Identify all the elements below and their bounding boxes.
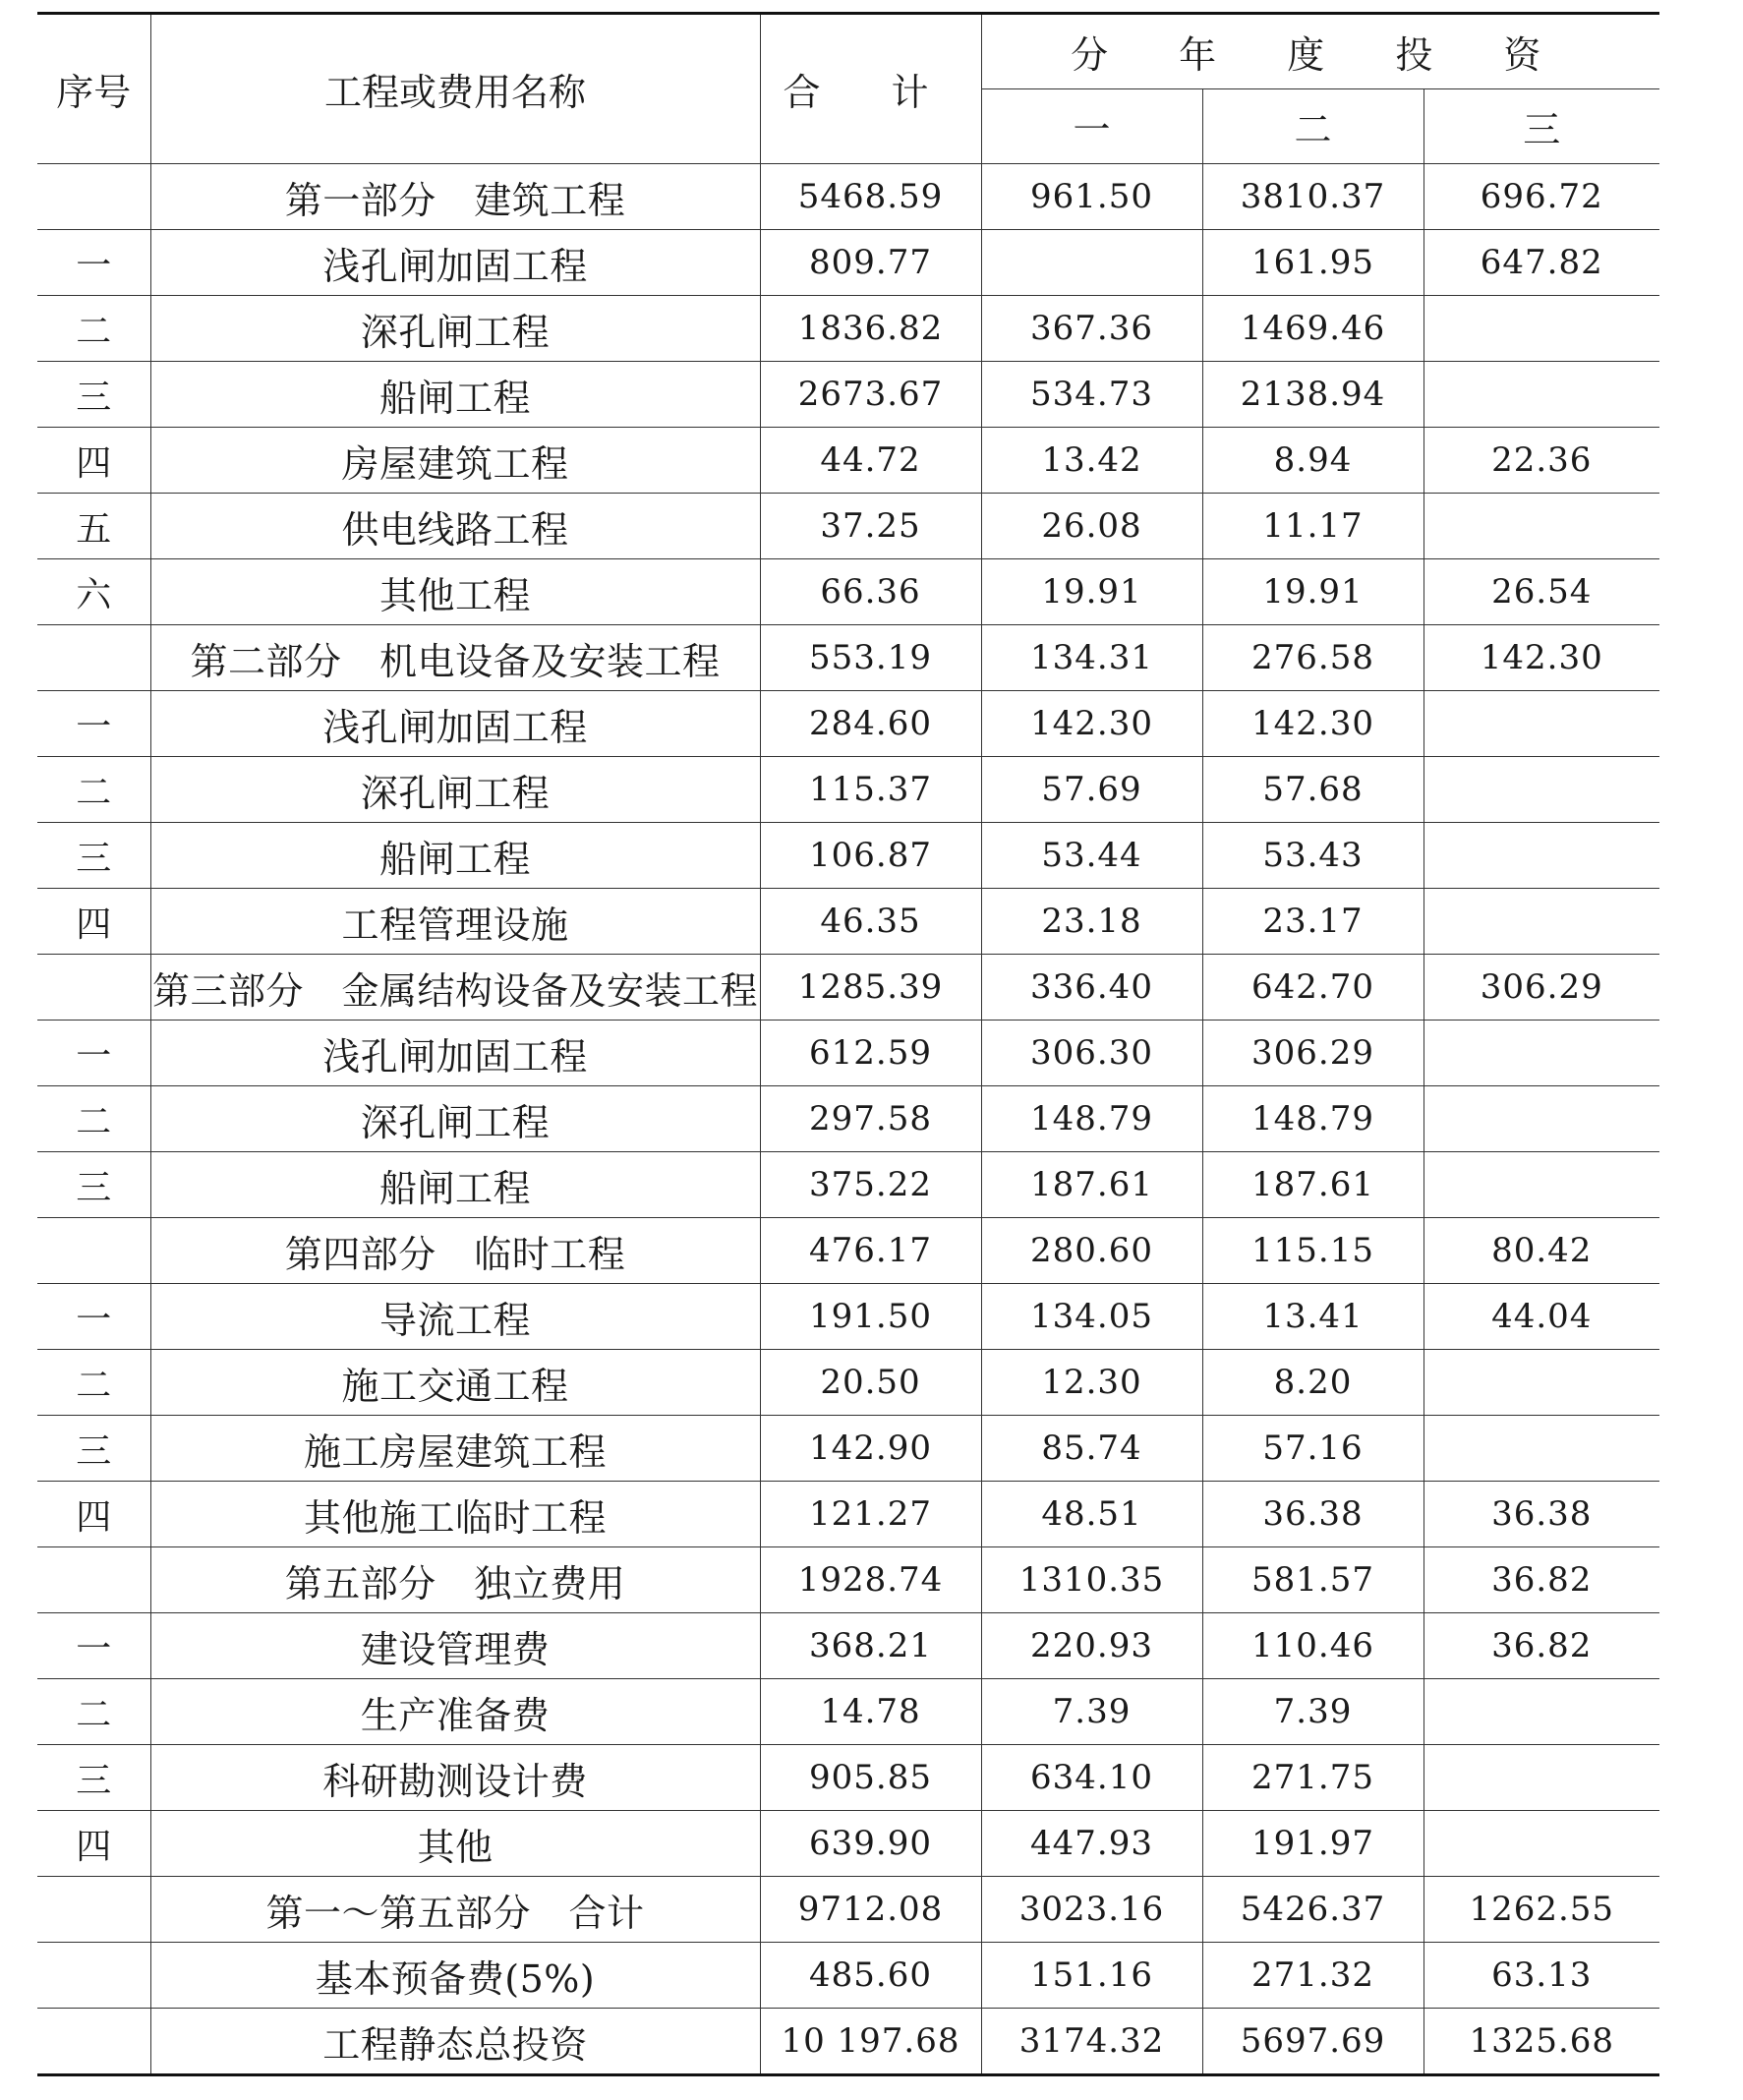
table-row	[37, 1547, 1659, 1613]
row-seq	[37, 2009, 150, 2075]
row-total: 905.85	[760, 1745, 981, 1811]
table-row	[37, 823, 1659, 889]
row-year-3	[1423, 823, 1659, 889]
row-year-3: 36.82	[1423, 1613, 1659, 1679]
row-year-1: 151.16	[981, 1943, 1202, 2009]
table-row	[37, 1086, 1659, 1152]
table-row	[37, 889, 1659, 955]
row-year-1	[981, 230, 1202, 296]
row-total: 476.17	[760, 1218, 981, 1284]
table-row	[37, 625, 1659, 691]
row-year-3: 1325.68	[1423, 2009, 1659, 2075]
row-year-2: 57.68	[1202, 757, 1423, 823]
row-year-2: 142.30	[1202, 691, 1423, 757]
row-year-1: 134.05	[981, 1284, 1202, 1350]
row-year-1: 634.10	[981, 1745, 1202, 1811]
table-row	[37, 230, 1659, 296]
row-year-3: 142.30	[1423, 625, 1659, 691]
table-row	[37, 1350, 1659, 1416]
row-year-3: 22.36	[1423, 428, 1659, 494]
row-seq: 二	[37, 1350, 150, 1416]
row-seq: 三	[37, 1152, 150, 1218]
row-year-2: 110.46	[1202, 1613, 1423, 1679]
row-year-1: 447.93	[981, 1811, 1202, 1877]
row-year-2: 23.17	[1202, 889, 1423, 955]
row-seq: 五	[37, 494, 150, 559]
header-name: 工程或费用名称	[150, 14, 760, 164]
row-seq: 二	[37, 1086, 150, 1152]
row-total: 191.50	[760, 1284, 981, 1350]
table-row	[37, 2009, 1659, 2075]
row-total: 142.90	[760, 1416, 981, 1482]
row-year-2: 161.95	[1202, 230, 1423, 296]
header-year-1: 一	[981, 89, 1202, 164]
row-total: 1928.74	[760, 1547, 981, 1613]
row-year-3	[1423, 1745, 1659, 1811]
row-year-3: 44.04	[1423, 1284, 1659, 1350]
row-year-2: 8.20	[1202, 1350, 1423, 1416]
row-seq: 三	[37, 1745, 150, 1811]
row-year-1: 134.31	[981, 625, 1202, 691]
table-row	[37, 1613, 1659, 1679]
row-year-3: 647.82	[1423, 230, 1659, 296]
row-year-2: 306.29	[1202, 1021, 1423, 1086]
row-total: 612.59	[760, 1021, 981, 1086]
row-total: 46.35	[760, 889, 981, 955]
row-name: 第一部分 建筑工程	[150, 164, 760, 230]
row-seq	[37, 164, 150, 230]
row-year-1: 306.30	[981, 1021, 1202, 1086]
row-name: 工程静态总投资	[150, 2009, 760, 2075]
row-total: 66.36	[760, 559, 981, 625]
row-total: 809.77	[760, 230, 981, 296]
row-year-2: 7.39	[1202, 1679, 1423, 1745]
row-name: 深孔闸工程	[150, 1086, 760, 1152]
row-year-1: 534.73	[981, 362, 1202, 428]
row-seq: 四	[37, 1811, 150, 1877]
row-name: 浅孔闸加固工程	[150, 691, 760, 757]
row-seq: 一	[37, 1021, 150, 1086]
row-year-1: 7.39	[981, 1679, 1202, 1745]
row-year-2: 115.15	[1202, 1218, 1423, 1284]
table-row	[37, 559, 1659, 625]
row-total: 1836.82	[760, 296, 981, 362]
row-total: 368.21	[760, 1613, 981, 1679]
row-year-2: 36.38	[1202, 1482, 1423, 1547]
row-year-2: 148.79	[1202, 1086, 1423, 1152]
row-name: 其他工程	[150, 559, 760, 625]
row-total: 44.72	[760, 428, 981, 494]
row-seq: 四	[37, 428, 150, 494]
row-year-3	[1423, 296, 1659, 362]
row-year-1: 3174.32	[981, 2009, 1202, 2075]
row-seq	[37, 1547, 150, 1613]
row-year-3: 36.38	[1423, 1482, 1659, 1547]
row-seq: 三	[37, 823, 150, 889]
row-seq: 二	[37, 1679, 150, 1745]
row-year-1: 53.44	[981, 823, 1202, 889]
investment-table	[37, 12, 1659, 2076]
row-year-1: 148.79	[981, 1086, 1202, 1152]
row-year-3	[1423, 1350, 1659, 1416]
table-body	[37, 164, 1659, 2075]
row-year-3	[1423, 1021, 1659, 1086]
row-year-1: 961.50	[981, 164, 1202, 230]
row-year-2: 3810.37	[1202, 164, 1423, 230]
row-name: 船闸工程	[150, 1152, 760, 1218]
row-year-1: 187.61	[981, 1152, 1202, 1218]
row-name: 浅孔闸加固工程	[150, 1021, 760, 1086]
row-name: 基本预备费(5%)	[150, 1943, 760, 2009]
table-row	[37, 1679, 1659, 1745]
row-name: 第二部分 机电设备及安装工程	[150, 625, 760, 691]
row-name: 深孔闸工程	[150, 296, 760, 362]
row-total: 10 197.68	[760, 2009, 981, 2075]
row-seq: 一	[37, 230, 150, 296]
row-year-2: 271.75	[1202, 1745, 1423, 1811]
header-seq: 序号	[37, 14, 150, 164]
row-year-1: 13.42	[981, 428, 1202, 494]
row-seq: 四	[37, 1482, 150, 1547]
table-row	[37, 1152, 1659, 1218]
row-year-1: 12.30	[981, 1350, 1202, 1416]
row-year-2: 2138.94	[1202, 362, 1423, 428]
row-year-3: 63.13	[1423, 1943, 1659, 2009]
row-year-2: 57.16	[1202, 1416, 1423, 1482]
header-year-3: 三	[1423, 89, 1659, 164]
row-seq: 一	[37, 691, 150, 757]
table-row	[37, 1745, 1659, 1811]
row-year-2: 191.97	[1202, 1811, 1423, 1877]
table-row	[37, 1284, 1659, 1350]
row-year-1: 3023.16	[981, 1877, 1202, 1943]
row-year-1: 19.91	[981, 559, 1202, 625]
row-seq: 三	[37, 1416, 150, 1482]
row-year-3: 36.82	[1423, 1547, 1659, 1613]
row-total: 2673.67	[760, 362, 981, 428]
row-total: 375.22	[760, 1152, 981, 1218]
row-name: 船闸工程	[150, 823, 760, 889]
row-year-2: 276.58	[1202, 625, 1423, 691]
row-name: 房屋建筑工程	[150, 428, 760, 494]
row-seq: 三	[37, 362, 150, 428]
row-name: 深孔闸工程	[150, 757, 760, 823]
row-year-3	[1423, 1811, 1659, 1877]
row-total: 14.78	[760, 1679, 981, 1745]
header-total: 合 计	[760, 14, 981, 164]
table-row	[37, 164, 1659, 230]
row-name: 其他	[150, 1811, 760, 1877]
row-year-2: 642.70	[1202, 955, 1423, 1021]
row-seq: 一	[37, 1613, 150, 1679]
row-total: 9712.08	[760, 1877, 981, 1943]
row-seq: 四	[37, 889, 150, 955]
table-row	[37, 1943, 1659, 2009]
row-name: 导流工程	[150, 1284, 760, 1350]
row-year-2: 581.57	[1202, 1547, 1423, 1613]
table-row	[37, 955, 1659, 1021]
row-year-3	[1423, 691, 1659, 757]
row-year-1: 57.69	[981, 757, 1202, 823]
row-year-3	[1423, 1086, 1659, 1152]
header-row-top	[37, 14, 1659, 89]
table-row	[37, 691, 1659, 757]
row-year-3	[1423, 1679, 1659, 1745]
row-year-2: 19.91	[1202, 559, 1423, 625]
row-year-2: 11.17	[1202, 494, 1423, 559]
row-total: 106.87	[760, 823, 981, 889]
table-row	[37, 1877, 1659, 1943]
row-total: 20.50	[760, 1350, 981, 1416]
row-year-2: 271.32	[1202, 1943, 1423, 2009]
table-row	[37, 428, 1659, 494]
row-name: 船闸工程	[150, 362, 760, 428]
row-year-3	[1423, 889, 1659, 955]
table-row	[37, 494, 1659, 559]
row-seq: 二	[37, 757, 150, 823]
row-total: 485.60	[760, 1943, 981, 2009]
row-total: 37.25	[760, 494, 981, 559]
row-name: 科研勘测设计费	[150, 1745, 760, 1811]
row-year-3	[1423, 1152, 1659, 1218]
row-name: 浅孔闸加固工程	[150, 230, 760, 296]
row-total: 553.19	[760, 625, 981, 691]
row-year-3	[1423, 362, 1659, 428]
row-seq	[37, 1218, 150, 1284]
row-year-2: 13.41	[1202, 1284, 1423, 1350]
row-year-3: 26.54	[1423, 559, 1659, 625]
row-year-1: 142.30	[981, 691, 1202, 757]
row-name: 供电线路工程	[150, 494, 760, 559]
row-total: 115.37	[760, 757, 981, 823]
row-name: 第五部分 独立费用	[150, 1547, 760, 1613]
table-row	[37, 1811, 1659, 1877]
row-name: 第四部分 临时工程	[150, 1218, 760, 1284]
row-year-3	[1423, 757, 1659, 823]
header-year-2: 二	[1202, 89, 1423, 164]
row-year-1: 1310.35	[981, 1547, 1202, 1613]
row-seq	[37, 1877, 150, 1943]
row-year-1: 367.36	[981, 296, 1202, 362]
row-total: 5468.59	[760, 164, 981, 230]
row-total: 1285.39	[760, 955, 981, 1021]
row-seq: 一	[37, 1284, 150, 1350]
table-row	[37, 1021, 1659, 1086]
row-seq	[37, 955, 150, 1021]
table-row	[37, 362, 1659, 428]
table-row	[37, 1416, 1659, 1482]
row-year-2: 8.94	[1202, 428, 1423, 494]
row-name: 建设管理费	[150, 1613, 760, 1679]
row-name: 施工房屋建筑工程	[150, 1416, 760, 1482]
row-year-3: 696.72	[1423, 164, 1659, 230]
row-name: 生产准备费	[150, 1679, 760, 1745]
row-year-3: 80.42	[1423, 1218, 1659, 1284]
row-year-1: 336.40	[981, 955, 1202, 1021]
row-year-3: 1262.55	[1423, 1877, 1659, 1943]
row-year-2: 53.43	[1202, 823, 1423, 889]
row-seq: 六	[37, 559, 150, 625]
row-name: 第一～第五部分 合计	[150, 1877, 760, 1943]
header-annual-investment: 分 年 度 投 资	[981, 14, 1659, 89]
table-row	[37, 757, 1659, 823]
row-seq	[37, 625, 150, 691]
row-year-2: 5697.69	[1202, 2009, 1423, 2075]
table-row	[37, 1482, 1659, 1547]
row-year-3: 306.29	[1423, 955, 1659, 1021]
row-year-1: 85.74	[981, 1416, 1202, 1482]
row-name: 工程管理设施	[150, 889, 760, 955]
row-year-3	[1423, 494, 1659, 559]
row-name: 施工交通工程	[150, 1350, 760, 1416]
row-seq: 二	[37, 296, 150, 362]
row-total: 639.90	[760, 1811, 981, 1877]
row-year-1: 220.93	[981, 1613, 1202, 1679]
table-row	[37, 296, 1659, 362]
row-name: 第三部分 金属结构设备及安装工程	[150, 955, 760, 1021]
row-year-1: 48.51	[981, 1482, 1202, 1547]
row-name: 其他施工临时工程	[150, 1482, 760, 1547]
row-year-2: 1469.46	[1202, 296, 1423, 362]
row-year-1: 26.08	[981, 494, 1202, 559]
row-total: 297.58	[760, 1086, 981, 1152]
row-year-3	[1423, 1416, 1659, 1482]
row-year-2: 187.61	[1202, 1152, 1423, 1218]
table-header	[37, 14, 1659, 164]
row-year-1: 280.60	[981, 1218, 1202, 1284]
row-year-2: 5426.37	[1202, 1877, 1423, 1943]
row-seq	[37, 1943, 150, 2009]
row-total: 121.27	[760, 1482, 981, 1547]
row-total: 284.60	[760, 691, 981, 757]
table-row	[37, 1218, 1659, 1284]
row-year-1: 23.18	[981, 889, 1202, 955]
